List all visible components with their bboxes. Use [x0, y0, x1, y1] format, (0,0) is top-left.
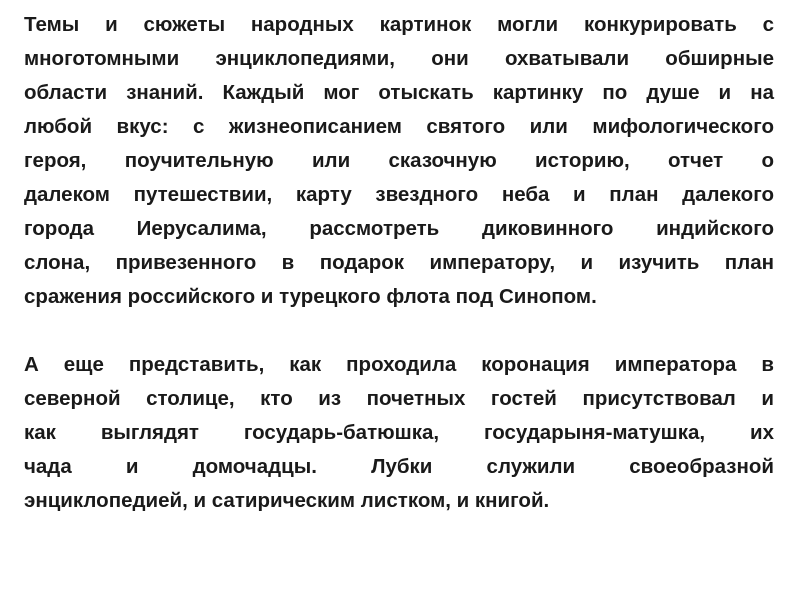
- paragraph-line: любой вкус: с жизнеописанием святого или мифологического: [24, 115, 774, 138]
- paragraph-line: энциклопедией, и сатирическим листком, и книгой.: [24, 489, 550, 512]
- paragraph-line: сражения российского и турецкого флота под Синопом.: [24, 285, 597, 308]
- paragraph-line: чада и домочадцы. Лубки служили своеобразной: [24, 455, 774, 478]
- document-page: [24, 10, 774, 590]
- paragraph-line: многотомными энциклопедиями, они охватывали обширные: [24, 47, 774, 70]
- paragraph-line: как выглядят государь-батюшка, государыня-матушка, их: [24, 421, 774, 444]
- paragraph-line: А еще представить, как проходила коронация императора в: [24, 353, 774, 376]
- paragraph-line: слона, привезенного в подарок императору, и изучить план: [24, 251, 774, 274]
- paragraph-line: города Иерусалима, рассмотреть диковинного индийского: [24, 217, 774, 240]
- paragraph-line: героя, поучительную или сказочную историю, отчет о: [24, 149, 774, 172]
- paragraph-line: далеком путешествии, карту звездного неба и план далекого: [24, 183, 774, 206]
- paragraph-line: области знаний. Каждый мог отыскать картинку по душе и на: [24, 81, 774, 104]
- paragraph-line: северной столице, кто из почетных гостей присутствовал и: [24, 387, 774, 410]
- paragraph-line: Темы и сюжеты народных картинок могли конкурировать с: [24, 13, 774, 36]
